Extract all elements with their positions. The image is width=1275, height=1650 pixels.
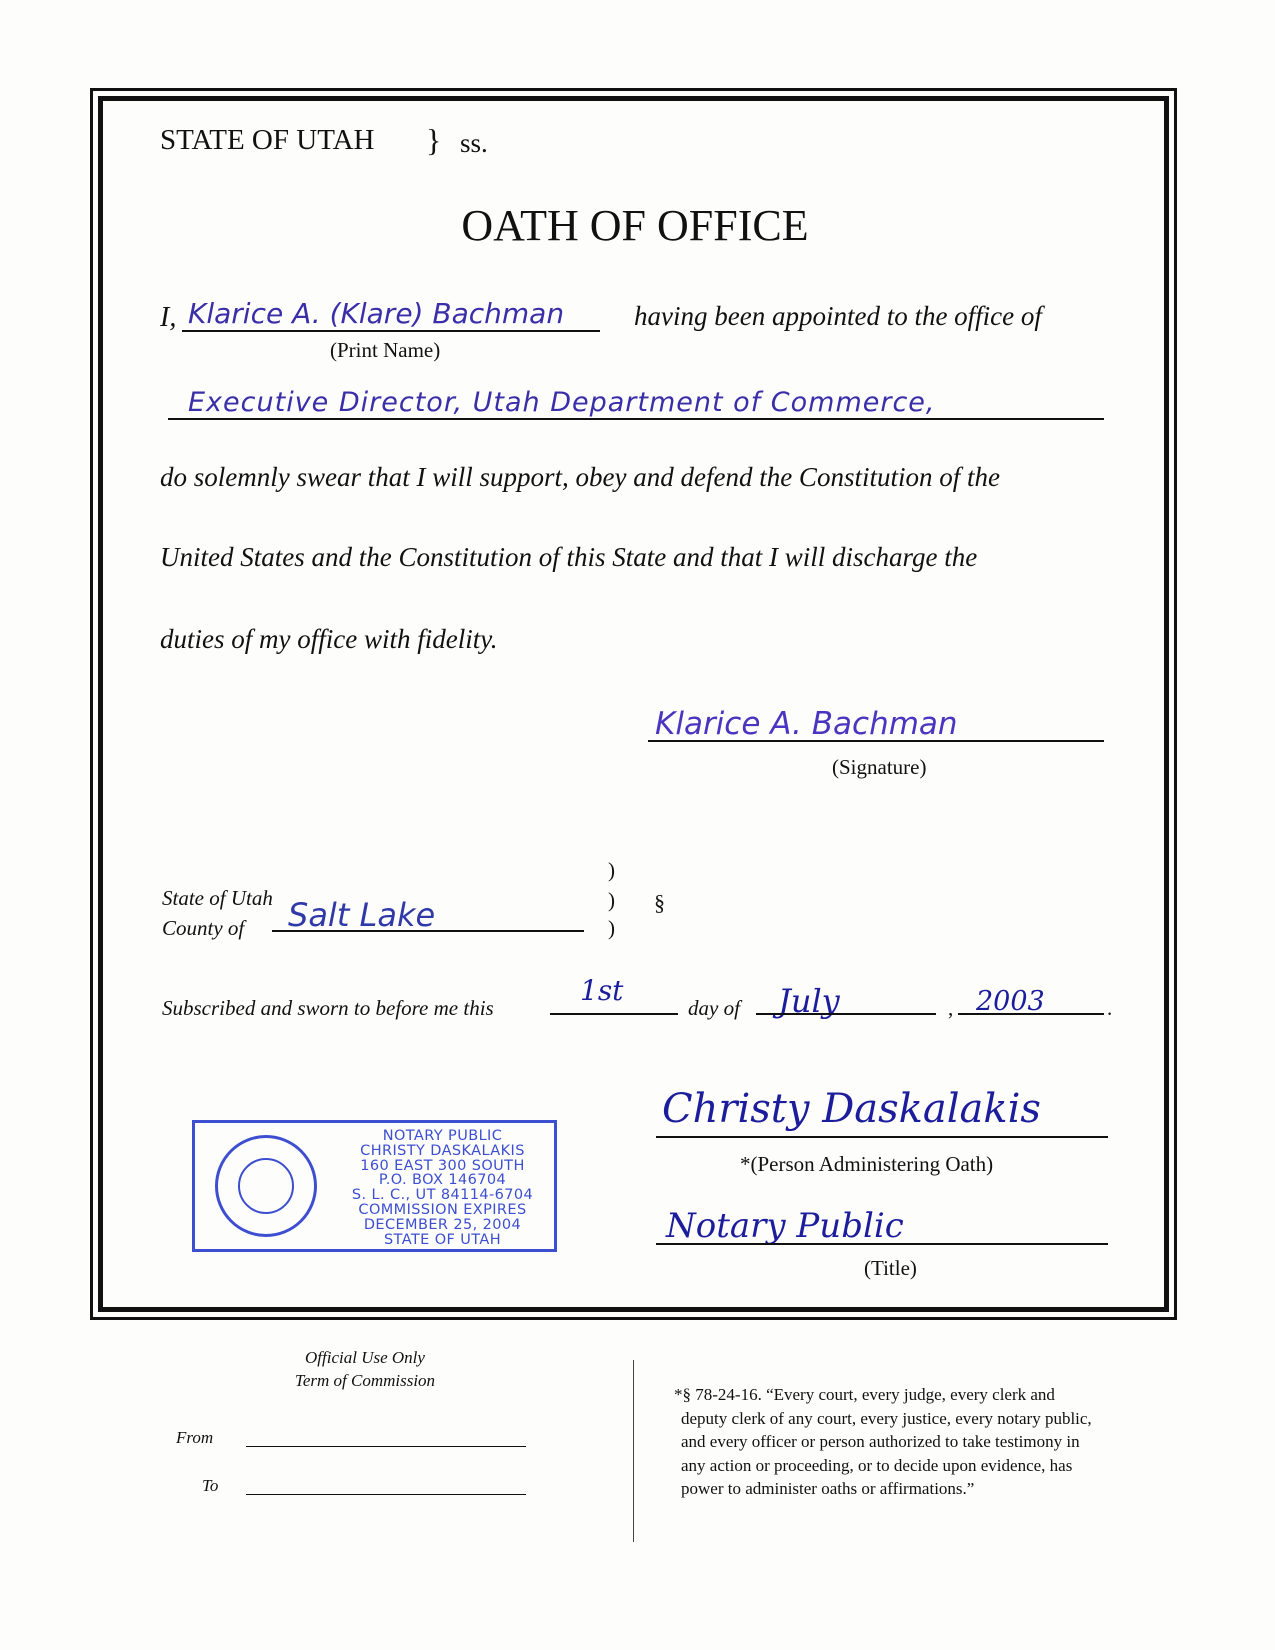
ss-label: ss. (460, 128, 488, 158)
venue-paren-1: ) (608, 858, 615, 882)
administering-signature-line (656, 1136, 1108, 1138)
year-line (958, 1013, 1104, 1015)
administering-signature-handwritten: Christy Daskalakis (662, 1086, 1041, 1132)
notary-stamp (192, 1120, 557, 1252)
venue-paren-3: ) (608, 916, 615, 940)
print-name-line (182, 330, 600, 332)
venue-county-label: County of (162, 916, 245, 940)
notary-stamp-text (330, 1129, 555, 1247)
page-title: OATH OF OFFICE (461, 201, 809, 250)
oath-body-line-2: United States and the Constitution of this State and that I will discharge the (160, 542, 978, 572)
state-brace: } (426, 122, 442, 158)
title-caption: (Title) (864, 1256, 917, 1280)
subscribed-prefix: Subscribed and sworn to before me this (162, 996, 494, 1020)
year-handwritten: 2003 (976, 986, 1045, 1017)
from-line (246, 1446, 526, 1447)
oath-signature-handwritten: Klarice A. Bachman (655, 706, 958, 742)
title-handwritten: Notary Public (666, 1206, 904, 1246)
signature-line (648, 740, 1104, 742)
year-comma: , (948, 996, 954, 1020)
stamp-line: 160 EAST 300 SOUTH (360, 1157, 525, 1174)
day-handwritten: 1st (580, 974, 624, 1007)
venue-paren-2: ) (608, 888, 615, 912)
footnote-line: deputy clerk of any court, every justice, every notary public, (681, 1408, 1092, 1428)
day-of-label: day of (688, 996, 740, 1020)
stamp-line: NOTARY PUBLIC (382, 1128, 503, 1144)
footnote-line: *§ 78-24-16. “Every court, every judge, every clerk and (674, 1385, 1055, 1404)
title-line (656, 1243, 1108, 1245)
official-use-heading: Official Use Only (305, 1348, 425, 1367)
print-name-handwritten: Klarice A. (Klare) Bachman (188, 297, 565, 330)
appointed-text: having been appointed to the office of (634, 301, 1042, 331)
to-label: To (202, 1476, 219, 1495)
oath-body-line-1: do solemnly swear that I will support, obey and defend the Constitution of the (160, 462, 1000, 492)
month-line (756, 1013, 936, 1015)
state-heading: STATE OF UTAH (160, 124, 375, 156)
office-handwritten: Executive Director, Utah Department of Commerce, (188, 387, 936, 418)
oath-i-prefix: I, (160, 302, 177, 333)
footnote (674, 1383, 1092, 1501)
footer-divider (633, 1360, 634, 1542)
term-of-commission-heading: Term of Commission (294, 1371, 436, 1390)
stamp-line: CHRISTY DASKALAKIS (360, 1142, 525, 1159)
county-line (272, 930, 584, 932)
office-line (168, 418, 1104, 420)
stamp-line: STATE OF UTAH (383, 1231, 502, 1248)
stamp-line: DECEMBER 25, 2004 (363, 1216, 522, 1233)
state-seal (215, 1135, 317, 1237)
day-line (550, 1013, 678, 1015)
stamp-line: S. L. C., UT 84114-6704 (351, 1187, 534, 1204)
print-name-caption: (Print Name) (330, 338, 441, 362)
to-line (246, 1494, 526, 1495)
from-label: From (176, 1428, 214, 1447)
footnote-line: any action or proceeding, or to decide upon evidence, has (681, 1455, 1073, 1475)
subscribed-period: . (1107, 996, 1113, 1020)
month-handwritten: July (778, 982, 840, 1020)
footnote-line: power to administer oaths or affirmations.” (681, 1479, 975, 1498)
venue-state-label: State of Utah (162, 886, 273, 910)
county-handwritten: Salt Lake (288, 896, 436, 934)
signature-caption: (Signature) (832, 755, 927, 779)
administering-caption: *(Person Administering Oath) (740, 1152, 994, 1176)
section-symbol: § (654, 890, 665, 915)
state-seal-inner (238, 1158, 294, 1214)
stamp-line: COMMISSION EXPIRES (358, 1201, 527, 1218)
oath-body-line-3: duties of my office with fidelity. (160, 624, 498, 654)
stamp-line: P.O. BOX 146704 (378, 1172, 507, 1189)
footnote-line: and every officer or person authorized to take testimony in (681, 1432, 1080, 1451)
